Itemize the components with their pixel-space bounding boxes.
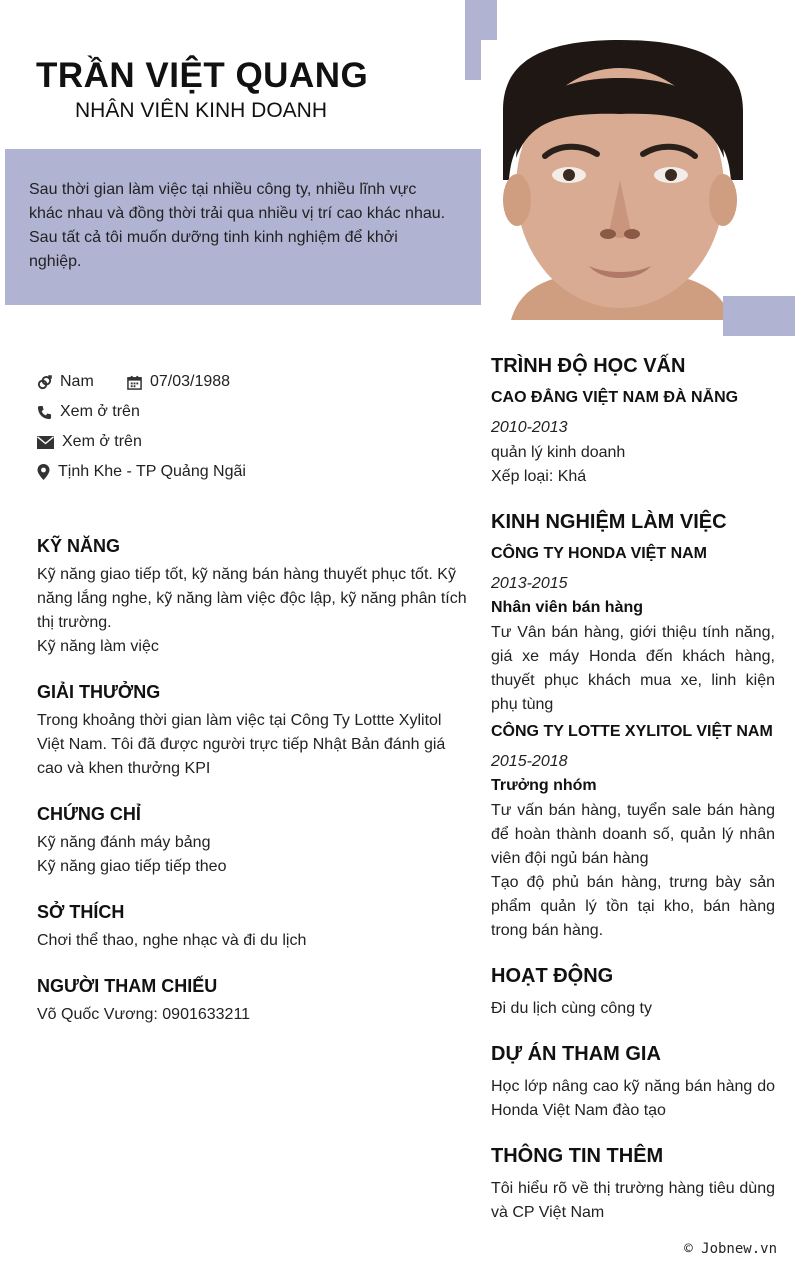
activities-heading: HOẠT ĐỘNG (491, 965, 614, 987)
references-text: Võ Quốc Vương: 0901633211 (37, 1006, 251, 1023)
job-role: Nhân viên bán hàng (491, 599, 644, 616)
phone-icon (37, 405, 52, 420)
education-period: 2010-2013 (491, 419, 568, 436)
location-pin-icon (37, 464, 50, 480)
company-name-2: CÔNG TY LOTTE XYLITOL VIỆT NAM (491, 723, 773, 740)
career-summary: Sau thời gian làm việc tại nhiều công ty, nhiều lĩnh vực khác nhau và đồng thời trải qua nhiều vị trí cao khác nhau. Sau tất cả tôi muốn dưỡng tinh kinh nghiệm để khởi nghiệp. (29, 181, 446, 270)
projects-text: Học lớp nâng cao kỹ năng bán hàng do Honda Việt Nam đào tạo (491, 1078, 775, 1119)
phone-value: Xem ở trên (60, 403, 140, 420)
references-heading: NGƯỜI THAM CHIẾU (37, 976, 218, 996)
hobbies-heading: SỞ THÍCH (37, 902, 125, 922)
job-description: Tư Vân bán hàng, giới thiệu tính năng, giá xe máy Honda đến khách hàng, thuyết phục khách mua xe, linh kiện phụ tùng (491, 624, 775, 713)
job-role-2: Trưởng nhóm (491, 777, 597, 794)
job-description-3: Tạo độ phủ bán hàng, trưng bày sản phẩm quản lý tồn tại kho, bán hàng trong bán hàng. (491, 874, 775, 939)
skills-heading: KỸ NĂNG (37, 536, 121, 556)
gender-value: Nam (60, 373, 94, 390)
candidate-name: TRẦN VIỆT QUANG (36, 56, 369, 95)
education-major: quản lý kinh doanh (491, 444, 626, 461)
email-value: Xem ở trên (62, 433, 142, 450)
job-period: 2013-2015 (491, 575, 568, 592)
projects-heading: DỰ ÁN THAM GIA (491, 1043, 661, 1065)
job-period-2: 2015-2018 (491, 753, 568, 770)
profile-photo (481, 40, 760, 320)
certificate-item: Kỹ năng đánh máy bảng (37, 834, 211, 851)
job-description-2: Tư vấn bán hàng, tuyển sale bán hàng để hoàn thành doanh số, quản lý nhân viên đội ngủ bán hàng (491, 802, 775, 867)
education-grade: Xếp loại: Khá (491, 468, 587, 485)
certificate-item-2: Kỹ năng giao tiếp tiếp theo (37, 858, 227, 875)
awards-text: Trong khoảng thời gian làm việc tại Công Ty Lottte Xylitol Việt Nam. Tôi đã được người trực tiếp Nhật Bản đánh giá cao và khen thưởng KPI (37, 712, 446, 777)
more-info-text: Tôi hiểu rõ về thị trường hàng tiêu dùng và CP Việt Nam (491, 1180, 775, 1221)
email-row (37, 433, 142, 451)
birthday-row (127, 373, 230, 391)
birthday-value: 07/03/1988 (150, 373, 231, 390)
education-heading: TRÌNH ĐỘ HỌC VẤN (491, 355, 686, 377)
hobbies-text: Chơi thể thao, nghe nhạc và đi du lịch (37, 932, 307, 949)
certificates-heading: CHỨNG CHỈ (37, 804, 141, 824)
skills-text: Kỹ năng giao tiếp tốt, kỹ năng bán hàng thuyết phục tốt. Kỹ năng lắng nghe, kỹ năng làm việc độc lập, kỹ năng phân tích thị trường. (37, 566, 467, 631)
mail-icon (37, 436, 54, 449)
address-row (37, 463, 246, 481)
awards-heading: GIẢI THƯỞNG (37, 682, 161, 702)
gender-icon (37, 375, 52, 390)
phone-row (37, 403, 140, 421)
job-title: NHÂN VIÊN KINH DOANH (74, 99, 328, 122)
experience-heading: KINH NGHIỆM LÀM VIỆC (491, 511, 727, 533)
more-info-heading: THÔNG TIN THÊM (491, 1145, 664, 1167)
calendar-icon (127, 375, 142, 390)
address-value: Tịnh Khe - TP Quảng Ngãi (58, 463, 246, 480)
gender-row (37, 373, 94, 391)
activities-text: Đi du lịch cùng công ty (491, 1000, 652, 1017)
footer-copyright: © Jobnew.vn (684, 1241, 777, 1257)
school-name: CAO ĐẲNG VIỆT NAM ĐÀ NẴNG (491, 389, 739, 406)
skills-text-2: Kỹ năng làm việc (37, 638, 159, 655)
decorative-block-bottom (723, 296, 795, 336)
company-name: CÔNG TY HONDA VIỆT NAM (491, 545, 708, 562)
